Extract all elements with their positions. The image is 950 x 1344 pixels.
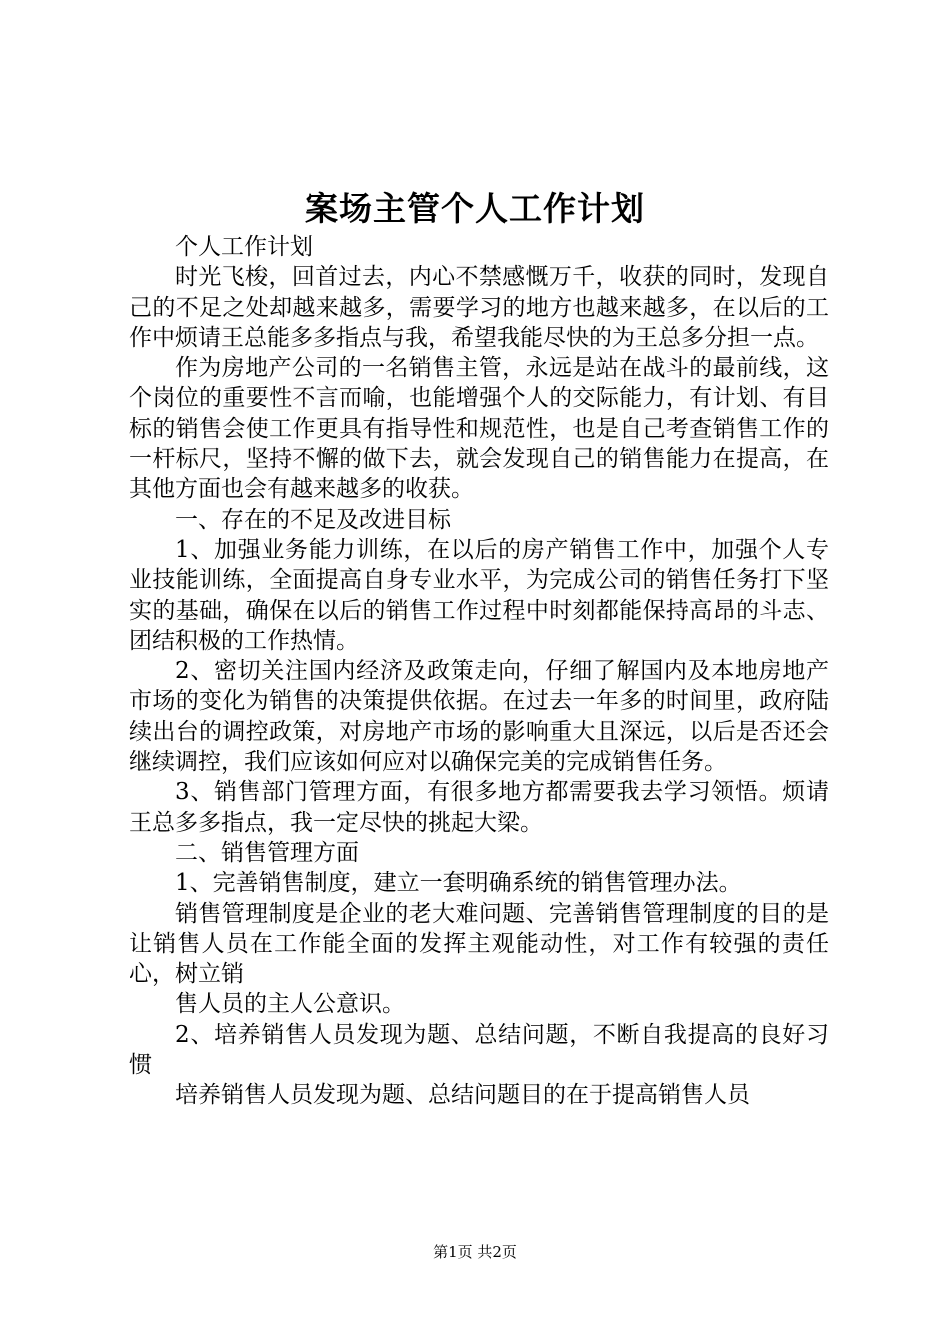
document-body bbox=[129, 232, 829, 1111]
page-footer: 第1页 共2页 bbox=[433, 1243, 517, 1261]
paragraph: 时光飞梭，回首过去，内心不禁感慨万千，收获的同时，发现自己的不足之处却越来越多，需要学习的地方也越来越多，在以后的工作中烦请王总能多多指点与我，希望我能尽快的为王总多分担一点。 bbox=[129, 264, 829, 351]
section-heading: 二、销售管理方面 bbox=[175, 839, 359, 866]
paragraph: 销售管理制度是企业的老大难问题、完善销售管理制度的目的是让销售人员在工作能全面的发挥主观能动性，对工作有较强的责任心，树立销 bbox=[129, 900, 829, 988]
paragraph: 1、完善销售制度，建立一套明确系统的销售管理办法。 bbox=[175, 870, 742, 897]
paragraph: 2、密切关注国内经济及政策走向，仔细了解国内及本地房地产市场的变化为销售的决策提供依据。在过去一年多的时间里，政府陆续出台的调控政策，对房地产市场的影响重大且深远，以后是否还会继续调控，我们应该如何应对以确保完美的完成销售任务。 bbox=[129, 658, 829, 776]
paragraph: 3、销售部门管理方面，有很多地方都需要我去学习领悟。烦请王总多多指点，我一定尽快的挑起大梁。 bbox=[129, 779, 829, 836]
section-heading: 一、存在的不足及改进目标 bbox=[175, 506, 451, 533]
paragraph: 个人工作计划 bbox=[175, 234, 313, 260]
paragraph: 1、加强业务能力训练，在以后的房产销售工作中，加强个人专业技能训练，全面提高自身专业水平，为完成公司的销售任务打下坚实的基础，确保在以后的销售工作过程中时刻都能保持高昂的斗志、团结积极的工作热情。 bbox=[129, 536, 829, 654]
document-title: 案场主管个人工作计划 bbox=[305, 189, 645, 228]
paragraph: 作为房地产公司的一名销售主管，永远是站在战斗的最前线，这个岗位的重要性不言而喻，也能增强个人的交际能力，有计划、有目标的销售会使工作更具有指导性和规范性，也是自己考查销售工作的一杆标尺，坚持不懈的做下去，就会发现自己的销售能力在提高，在其他方面也会有越来越多的收获。 bbox=[129, 355, 829, 503]
paragraph: 2、培养销售人员发现为题、总结问题，不断自我提高的良好习惯 bbox=[129, 1021, 829, 1079]
paragraph: 售人员的主人公意识。 bbox=[175, 991, 405, 1018]
paragraph: 培养销售人员发现为题、总结问题目的在于提高销售人员 bbox=[175, 1082, 750, 1109]
